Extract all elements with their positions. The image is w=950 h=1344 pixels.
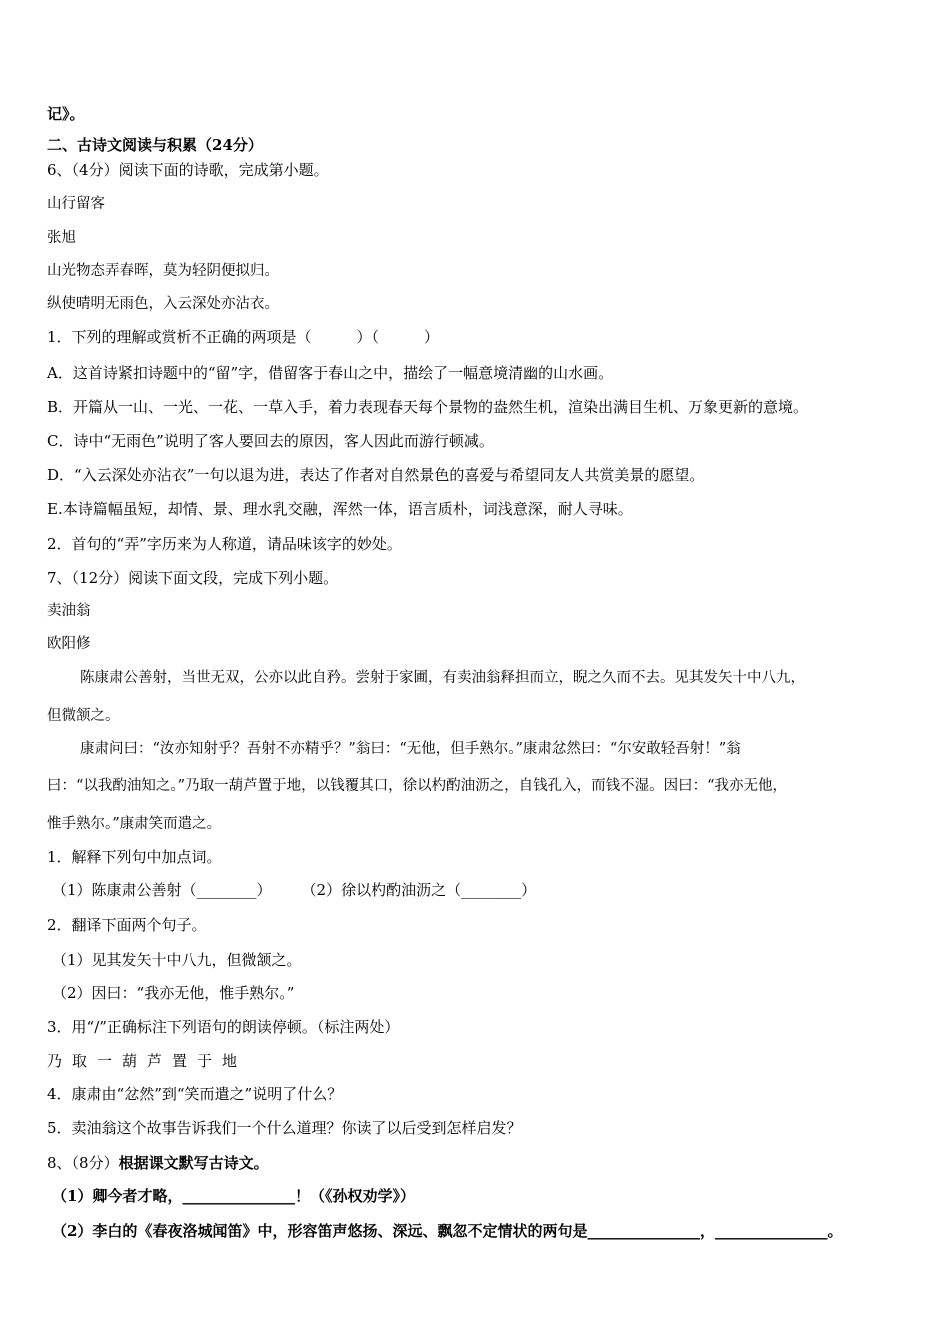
poem-line: 山光物态弄春晖，莫为轻阴便拟归。 xyxy=(47,263,279,279)
passage-line: 康肃问曰：“汝亦知射乎？吾射不亦精乎？”翁曰：“无他，但手熟尔。”康肃忿然曰：“尔安敢轻吾射！”翁 xyxy=(80,741,741,757)
question-item: 1．解释下列句中加点词。 xyxy=(47,848,222,866)
passage-line: 陈康肃公善射，当世无双，公亦以此自矜。尝射于家圃，有卖油翁释担而立，睨之久而不去。见其发矢十中八九， xyxy=(80,670,805,686)
recite-item: （2）李白的《春夜洛城闻笛》中，形容笛声悠扬、深远、飘忽不定情状的两句是_______________，_______________。 xyxy=(52,1222,843,1240)
passage-line: 惟手熟尔。”康肃笑而遣之。 xyxy=(47,816,222,832)
question-number: 8、（8分） xyxy=(47,1154,119,1172)
passage-author: 欧阳修 xyxy=(47,636,91,652)
question-heading xyxy=(47,1153,269,1173)
question-item: 2．翻译下面两个句子。 xyxy=(47,916,207,934)
question-item: 5．卖油翁这个故事告诉我们一个什么道理？你读了以后受到怎样启发？ xyxy=(47,1119,522,1137)
option-c: C．诗中“无雨色”说明了客人要回去的原因，客人因此而游行顿减。 xyxy=(47,432,494,450)
option-b: B．开篇从一山、一光、一花、一草入手，着力表现春天每个景物的盎然生机，渲染出满目生机、万象更新的意境。 xyxy=(47,398,809,416)
question-item: 3．用“/”正确标注下列语句的朗读停顿。（标注两处） xyxy=(47,1018,400,1036)
question-item: 1．下列的理解或赏析不正确的两项是（ ）（ ） xyxy=(47,328,440,346)
section-heading: 二、古诗文阅读与积累（24分） xyxy=(47,136,263,154)
option-e: E.本诗篇幅虽短，却情、景、理水乳交融，浑然一体，语言质朴，词浅意深，耐人寻味。 xyxy=(47,500,633,518)
fill-in-item: （1）陈康肃公善射（________） （2）徐以杓酌油沥之（________） xyxy=(52,881,537,899)
translate-item: （1）见其发矢十中八九，但微颔之。 xyxy=(52,951,302,969)
question-heading: 7、（12分）阅读下面文段，完成下列小题。 xyxy=(47,569,339,587)
passage-line: 曰：“以我酌油知之。”乃取一葫芦置于地，以钱覆其口，徐以杓酌油沥之，自钱孔入，而钱不湿。因曰：“我亦无他， xyxy=(47,778,787,794)
question-item: 4．康肃由“忿然”到“笑而遣之”说明了什么？ xyxy=(47,1085,343,1103)
passage-title: 卖油翁 xyxy=(47,603,91,619)
passage-line: 但微颔之。 xyxy=(47,708,120,724)
question-heading: 6、（4分）阅读下面的诗歌，完成第小题。 xyxy=(47,161,329,179)
poem-author: 张旭 xyxy=(47,230,76,246)
recite-item: （1）卿今者才略，_______________！（《孙权劝学》） xyxy=(52,1187,415,1205)
poem-line: 纵使晴明无雨色，入云深处亦沾衣。 xyxy=(47,296,279,312)
text-line: 记》。 xyxy=(47,105,85,123)
poem-title: 山行留客 xyxy=(47,196,105,212)
option-d: D．“入云深处亦沾衣”一句以退为进，表达了作者对自然景色的喜爱与希望同友人共赏美景的愿望。 xyxy=(47,466,705,484)
pause-sentence: 乃取一葫芦置于地 xyxy=(47,1052,248,1070)
question-item: 2．首句的“弄”字历来为人称道，请品味该字的妙处。 xyxy=(47,535,402,553)
option-a: A．这首诗紧扣诗题中的“留”字，借留客于春山之中，描绘了一幅意境清幽的山水画。 xyxy=(47,364,614,382)
translate-item: （2）因曰：“我亦无他，惟手熟尔。” xyxy=(52,984,295,1002)
question-prompt: 根据课文默写古诗文。 xyxy=(118,1154,269,1172)
